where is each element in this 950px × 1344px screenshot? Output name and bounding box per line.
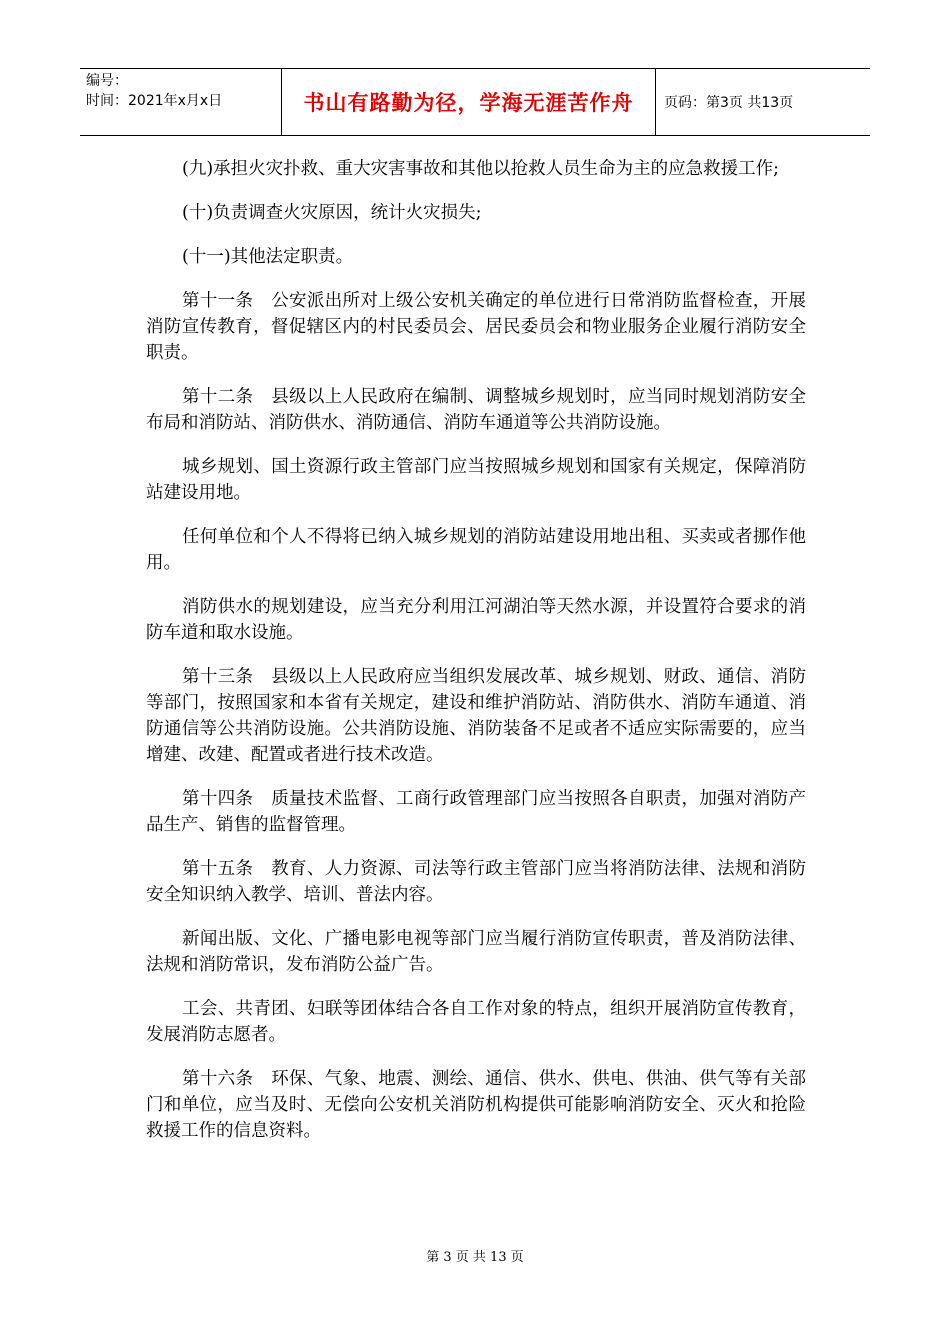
page-header xyxy=(80,68,870,136)
paragraph: 任何单位和个人不得将已纳入城乡规划的消防站建设用地出租、买卖或者挪作他用。 xyxy=(146,527,806,573)
page-footer: 第 3 页 共 13 页 xyxy=(426,1250,524,1265)
document-body xyxy=(146,156,806,1162)
paragraph: 第十六条 环保、气象、地震、测绘、通信、供水、供电、供油、供气等有关部门和单位，应当及时、无偿向公安机关消防机构提供可能影响消防安全、灭火和抢险救援工作的信息资料。 xyxy=(146,1069,806,1141)
paragraph: (十一)其他法定职责。 xyxy=(182,247,354,267)
header-motto: 书山有路勤为径，学海无涯苦作舟 xyxy=(303,91,634,115)
paragraph: (十)负责调查火灾原因，统计火灾损失; xyxy=(182,203,482,223)
paragraph: 第十三条 县级以上人民政府应当组织发展改革、城乡规划、财政、通信、消防等部门，按照国家和本省有关规定，建设和维护消防站、消防供水、消防车通道、消防通信等公共消防设施。公共消防设施、消防装备不足或者不适应实际需要的，应当增建、改建、配置或者进行技术改造。 xyxy=(146,667,806,765)
paragraph: 城乡规划、国土资源行政主管部门应当按照城乡规划和国家有关规定，保障消防站建设用地。 xyxy=(146,457,806,503)
header-page-info: 页码：第3页 共13页 xyxy=(664,95,794,111)
paragraph: (九)承担火灾扑救、重大灾害事故和其他以抢救人员生命为主的应急救援工作; xyxy=(182,159,780,179)
document-number-label: 编号： xyxy=(86,73,128,89)
document-date: 时间：2021年x月x日 xyxy=(86,93,223,109)
paragraph: 第十二条 县级以上人民政府在编制、调整城乡规划时，应当同时规划消防安全布局和消防站、消防供水、消防通信、消防车通道等公共消防设施。 xyxy=(146,387,806,433)
header-motto-cell xyxy=(282,69,656,135)
paragraph: 第十一条 公安派出所对上级公安机关确定的单位进行日常消防监督检查，开展消防宣传教育，督促辖区内的村民委员会、居民委员会和物业服务企业履行消防安全职责。 xyxy=(146,291,806,363)
paragraph: 新闻出版、文化、广播电影电视等部门应当履行消防宣传职责，普及消防法律、法规和消防常识，发布消防公益广告。 xyxy=(146,929,806,975)
paragraph: 工会、共青团、妇联等团体结合各自工作对象的特点，组织开展消防宣传教育，发展消防志愿者。 xyxy=(146,999,806,1045)
paragraph: 第十四条 质量技术监督、工商行政管理部门应当按照各自职责，加强对消防产品生产、销售的监督管理。 xyxy=(146,789,806,835)
paragraph: 消防供水的规划建设，应当充分利用江河湖泊等天然水源，并设置符合要求的消防车道和取水设施。 xyxy=(146,597,806,643)
paragraph: 第十五条 教育、人力资源、司法等行政主管部门应当将消防法律、法规和消防安全知识纳入教学、培训、普法内容。 xyxy=(146,859,806,905)
header-meta xyxy=(80,69,282,135)
